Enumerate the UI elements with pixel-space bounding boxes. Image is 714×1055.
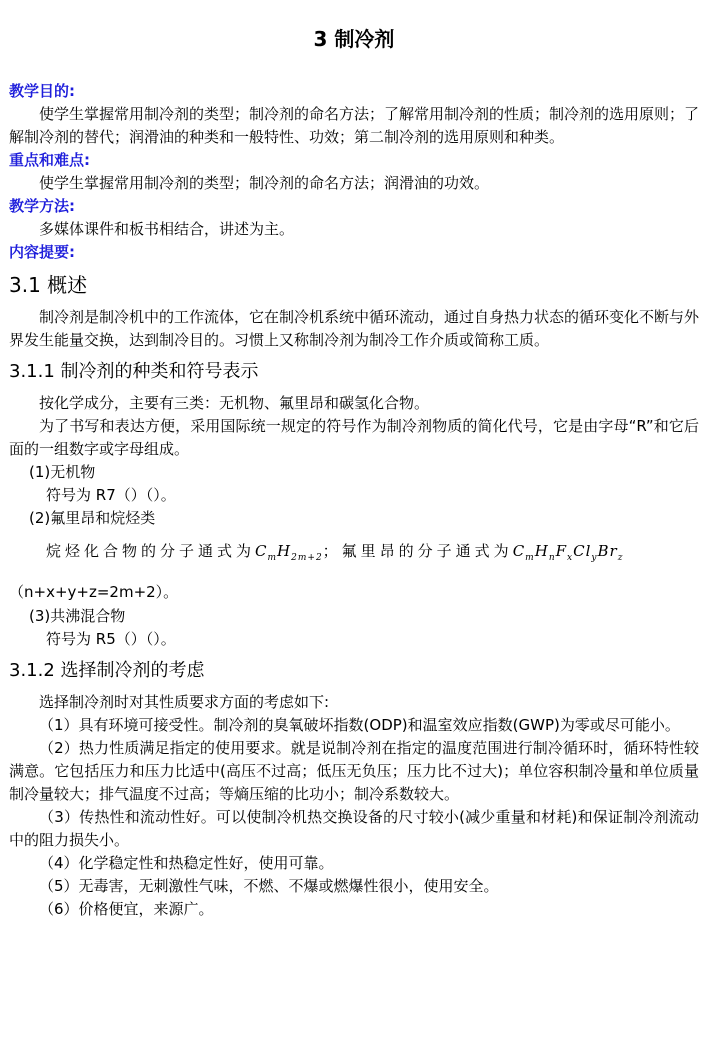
requirement-6: （6）价格便宜，来源广。 (39, 900, 214, 918)
section-3-1-2-intro: 选择制冷剂时对其性质要求方面的考虑如下: (39, 693, 330, 711)
page-title: 3 制冷剂 (313, 27, 395, 51)
section-3-1-1-p2: 为了书写和表达方便，采用国际统一规定的符号作为制冷剂物质的简化代号，它是由字母“R”和它后面的一组数字或字母组成。 (9, 417, 699, 458)
list-item-freon-label: (2)氟里昂和烷烃类 (29, 509, 156, 527)
teaching-goal-text: 使学生掌握常用制冷剂的类型；制冷剂的命名方法；了解常用制冷剂的性质；制冷剂的选用原则；了解制冷剂的替代；润滑油的种类和一般特性、功效；第二制冷剂的选用原则和种类。 (9, 105, 700, 146)
list-item-inorganic-label: (1)无机物 (29, 463, 96, 481)
key-points-heading: 重点和难点: (9, 151, 90, 169)
content-summary-heading: 内容提要: (9, 243, 75, 261)
alkane-formula-label: 烷烃化合物的分子通式为 (46, 542, 256, 560)
requirement-1: （1）具有环境可接受性。制冷剂的臭氧破坏指数(ODP)和温室效应指数(GWP)为零或尽可能小。 (39, 716, 680, 734)
key-points-text: 使学生掌握常用制冷剂的类型；制冷剂的命名方法；润滑油的功效。 (39, 174, 490, 192)
section-3-1-2-heading: 3.1.2 选择制冷剂的考虑 (9, 660, 205, 681)
requirement-2: （2）热力性质满足指定的使用要求。就是说制冷剂在指定的温度范围进行制冷循环时，循环特性较满意。它包括压力和压力比适中(高压不过高；低压无负压；压力比不过大)；单位容积制冷量和单位质量制冷量较大；排气温度不过高；等熵压缩的比功小；制冷系数较大。 (9, 739, 699, 803)
freon-formula: $C_mH_nF_xCl_yBr_z$ (512, 542, 624, 563)
section-3-1-1-heading: 3.1.1 制冷剂的种类和符号表示 (9, 361, 259, 382)
formula-condition: （n+x+y+z=2m+2）。 (9, 583, 179, 601)
teaching-method-text: 多媒体课件和板书相结合，讲述为主。 (39, 220, 295, 238)
list-item-inorganic-text: 符号为 R7（）（）。 (46, 486, 176, 504)
teaching-method-heading: 教学方法: (9, 197, 75, 215)
requirement-5: （5）无毒害，无刺激性气味，不燃、不爆或燃爆性很小，使用安全。 (39, 877, 499, 895)
formula-line (9, 536, 699, 573)
document-page (9, 0, 699, 921)
alkane-formula: $C_mH_{2m+2}$ (255, 542, 323, 563)
list-item-azeotrope-label: (3)共沸混合物 (29, 607, 126, 625)
teaching-goal-heading: 教学目的: (9, 82, 75, 100)
freon-formula-label: ；氟里昂的分子通式为 (322, 542, 513, 560)
section-3-1-heading: 3.1 概述 (9, 273, 88, 297)
section-3-1-1-p1: 按化学成分，主要有三类：无机物、氟里昂和碳氢化合物。 (39, 394, 430, 412)
section-3-1-text: 制冷剂是制冷机中的工作流体，它在制冷机系统中循环流动，通过自身热力状态的循环变化不断与外界发生能量交换，达到制冷目的。习惯上又称制冷剂为制冷工作介质或简称工质。 (9, 308, 700, 349)
list-item-azeotrope-text: 符号为 R5（）（）。 (46, 630, 176, 648)
requirement-3: （3）传热性和流动性好。可以使制冷机热交换设备的尺寸较小(减少重量和材耗)和保证制冷剂流动中的阻力损失小。 (9, 808, 699, 849)
requirement-4: （4）化学稳定性和热稳定性好，使用可靠。 (39, 854, 334, 872)
